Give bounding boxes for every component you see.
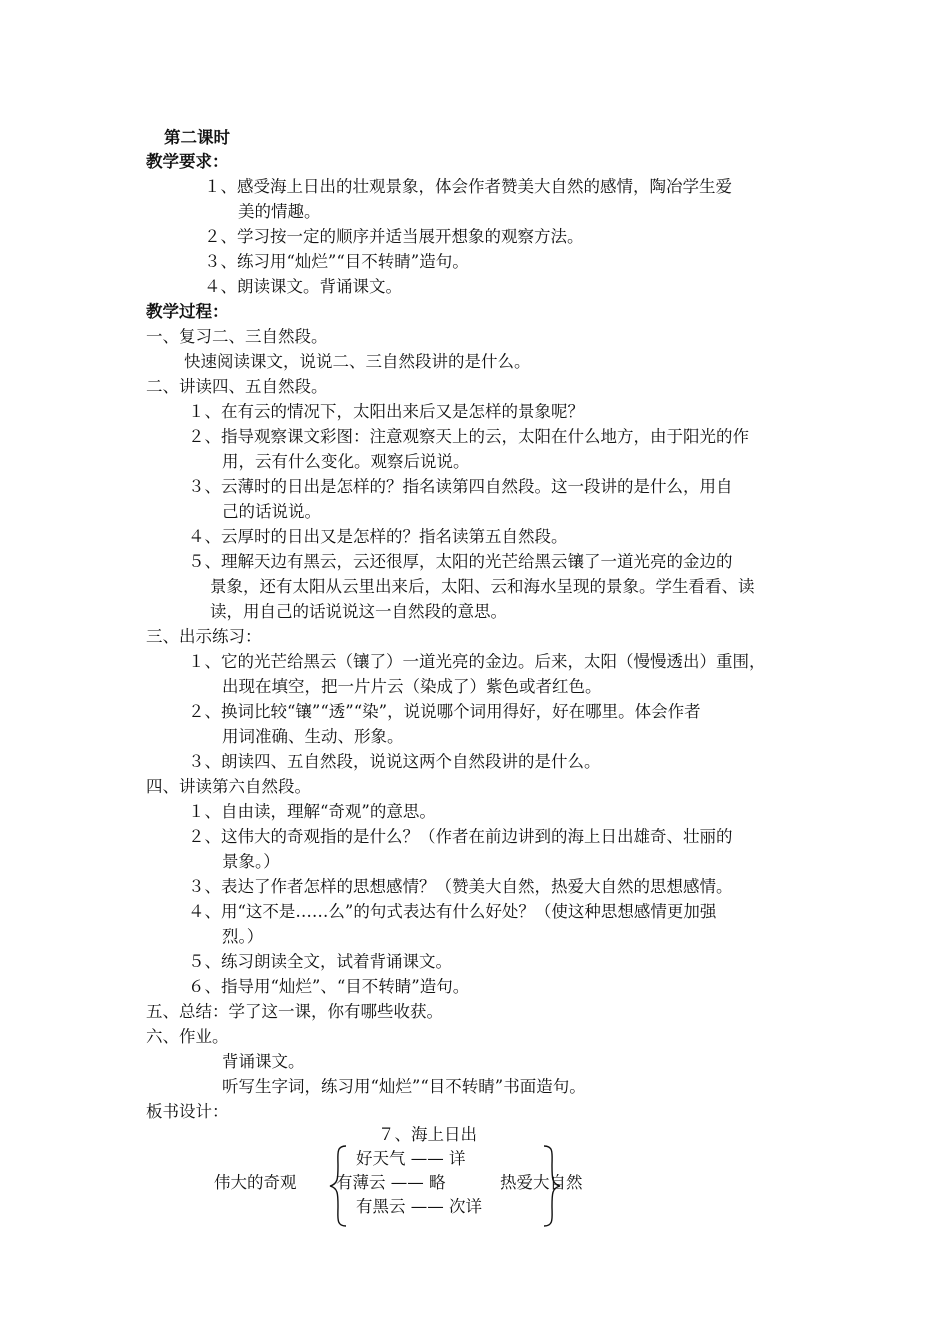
requirement-1-cont: 美的情趣。 — [238, 202, 321, 221]
section-3-line: １、它的光芒给黑云（镶了）一道光亮的金边。后来，太阳（慢慢透出）重围， — [188, 652, 766, 671]
section-2-line: 用，云有什么变化。观察后说说。 — [222, 452, 470, 471]
section-3-line: 出现在填空，把一片片云（染成了）紫色或者红色。 — [222, 677, 602, 696]
board-heading: 板书设计： — [146, 1102, 229, 1121]
section-2-line: ４、云厚时的日出又是怎样的？指名读第五自然段。 — [188, 527, 568, 546]
lesson-title: 第二课时 — [164, 128, 230, 147]
section-1-title: 一、复习二、三自然段。 — [146, 327, 328, 346]
requirement-1: １、感受海上日出的壮观景象，体会作者赞美大自然的感情，陶冶学生爱 — [204, 177, 732, 196]
section-3-line: 用词准确、生动、形象。 — [222, 727, 404, 746]
board-title: ７、海上日出 — [378, 1125, 477, 1144]
requirement-4: ４、朗读课文。背诵课文。 — [204, 277, 402, 296]
section-4-line: １、自由读，理解“奇观”的意思。 — [188, 802, 436, 821]
requirement-2: ２、学习按一定的顺序并适当展开想象的观察方法。 — [204, 227, 584, 246]
board-left-label: 伟大的奇观 — [214, 1173, 297, 1192]
section-3-line: ３、朗读四、五自然段，说说这两个自然段讲的是什么。 — [188, 752, 601, 771]
requirements-heading: 教学要求： — [146, 152, 229, 171]
board-row-1: 好天气 —— 详 — [356, 1149, 466, 1168]
section-4-line: ６、指导用“灿烂”、“目不转睛”造句。 — [188, 977, 470, 996]
section-2-title: 二、讲读四、五自然段。 — [146, 377, 328, 396]
process-heading: 教学过程： — [146, 302, 229, 321]
section-4-line: 烈。） — [222, 927, 264, 946]
requirement-3: ３、练习用“灿烂”“目不转睛”造句。 — [204, 252, 469, 271]
section-3-line: ２、换词比较“镶”“透”“染”，说说哪个词用得好，好在哪里。体会作者 — [188, 702, 701, 721]
section-2-line: ５、理解天边有黑云，云还很厚，太阳的光芒给黑云镶了一道光亮的金边的 — [188, 552, 733, 571]
right-brace-icon — [540, 1144, 564, 1228]
section-5-title: 五、总结：学了这一课，你有哪些收获。 — [146, 1002, 443, 1021]
board-right-label: 热爱大自然 — [500, 1173, 583, 1192]
section-2-line: 读，用自己的话说说这一自然段的意思。 — [210, 602, 507, 621]
section-6-title: 六、作业。 — [146, 1027, 229, 1046]
section-4-line: ３、表达了作者怎样的思想感情？（赞美大自然，热爱大自然的思想感情。 — [188, 877, 733, 896]
board-row-3: 有黑云 —— 次详 — [356, 1197, 482, 1216]
section-4-line: ５、练习朗读全文，试着背诵课文。 — [188, 952, 452, 971]
section-2-line: ２、指导观察课文彩图：注意观察天上的云，太阳在什么地方，由于阳光的作 — [188, 427, 749, 446]
section-4-line: ２、这伟大的奇观指的是什么？（作者在前边讲到的海上日出雄奇、壮丽的 — [188, 827, 733, 846]
section-6-line: 听写生字词，练习用“灿烂”“目不转睛”书面造句。 — [222, 1077, 586, 1096]
section-4-line: 景象。） — [222, 852, 280, 871]
section-3-title: 三、出示练习： — [146, 627, 262, 646]
section-4-title: 四、讲读第六自然段。 — [146, 777, 311, 796]
board-row-2: 有薄云 —— 略 — [336, 1173, 446, 1192]
section-2-line: ３、云薄时的日出是怎样的？指名读第四自然段。这一段讲的是什么，用自 — [188, 477, 733, 496]
section-6-line: 背诵课文。 — [222, 1052, 305, 1071]
section-2-line: 己的话说说。 — [222, 502, 321, 521]
section-1-line: 快速阅读课文，说说二、三自然段讲的是什么。 — [184, 352, 531, 371]
section-2-line: １、在有云的情况下，太阳出来后又是怎样的景象呢？ — [188, 402, 584, 421]
left-brace-icon — [326, 1144, 350, 1228]
section-2-line: 景象，还有太阳从云里出来后，太阳、云和海水呈现的景象。学生看看、读 — [210, 577, 755, 596]
section-4-line: ４、用“这不是……么”的句式表达有什么好处？（使这种思想感情更加强 — [188, 902, 717, 921]
